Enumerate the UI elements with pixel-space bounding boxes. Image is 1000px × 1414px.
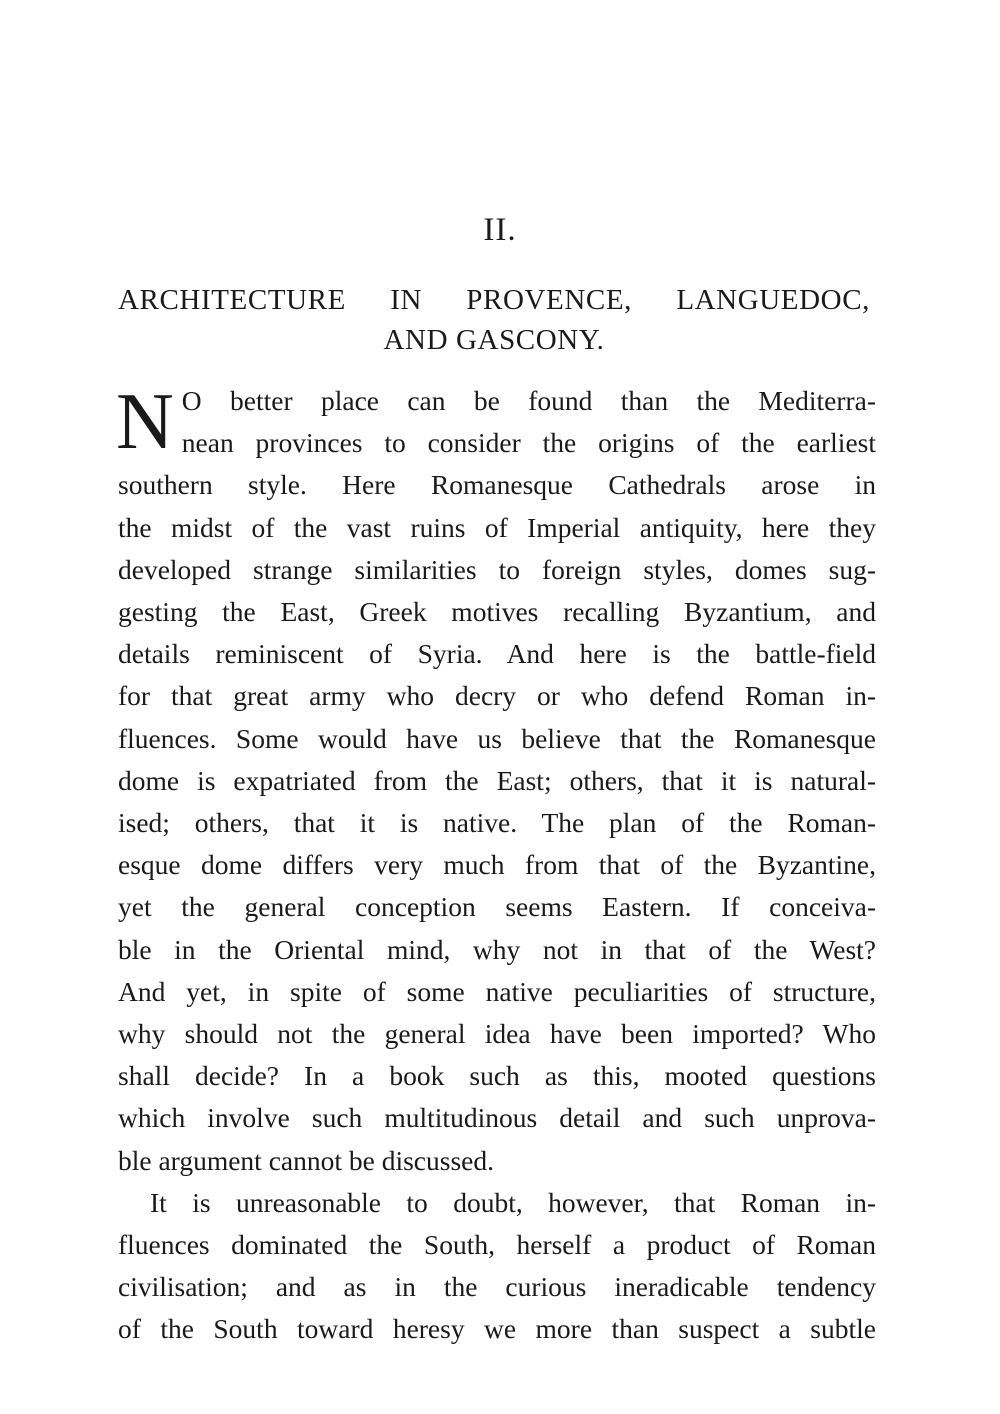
text-line: for that great army who decry or who defend Roman in- <box>118 680 876 712</box>
text-line: fluences. Some would have us believe that the Romanesque <box>118 722 876 754</box>
chapter-number: II. <box>483 212 517 248</box>
text-line: nean provinces to consider the origins of the earliest <box>181 427 876 459</box>
text-line: yet the general conception seems Eastern. If conceiva- <box>118 891 876 923</box>
text-line: And yet, in spite of some native peculiarities of structure, <box>118 975 876 1007</box>
text-line: why should not the general idea have been imported? Who <box>118 1018 876 1050</box>
chapter-title-line-1: ARCHITECTURE IN PROVENCE, LANGUEDOC, <box>118 284 870 316</box>
text-line: southern style. Here Romanesque Cathedrals arose in <box>118 469 876 501</box>
text-line: of the South toward heresy we more than suspect a subtle <box>118 1313 876 1345</box>
text-line: It is unreasonable to doubt, however, that Roman in- <box>150 1186 876 1218</box>
paragraph-1 <box>118 380 876 1182</box>
text-line: details reminiscent of Syria. And here is the battle-field <box>118 638 876 670</box>
paragraph-2 <box>118 1182 876 1351</box>
text-line: civilisation; and as in the curious ineradicable tendency <box>118 1271 876 1303</box>
drop-cap: N <box>116 378 174 466</box>
text-line: O better place can be found than the Mediterra- <box>181 385 876 416</box>
text-line: ble in the Oriental mind, why not in that of the West? <box>118 933 876 965</box>
text-line: ble argument cannot be discussed. <box>118 1144 494 1176</box>
text-line: fluences dominated the South, herself a product of Roman <box>118 1229 876 1261</box>
text-line: which involve such multitudinous detail and such unprova- <box>118 1102 876 1134</box>
chapter-title-line-2: AND GASCONY. <box>383 324 605 356</box>
chapter-title <box>118 280 870 360</box>
text-line: ised; others, that it is native. The plan of the Roman- <box>118 807 876 839</box>
text-line: developed strange similarities to foreign styles, domes sug- <box>118 553 876 585</box>
text-line: shall decide? In a book such as this, mooted questions <box>118 1060 876 1092</box>
text-line: esque dome differs very much from that of the Byzantine, <box>118 849 876 881</box>
body-text <box>118 380 876 1351</box>
text-line: the midst of the vast ruins of Imperial antiquity, here they <box>118 511 876 543</box>
text-line: gesting the East, Greek motives recalling Byzantium, and <box>118 596 876 628</box>
text-line: dome is expatriated from the East; others, that it is natural- <box>118 764 876 796</box>
